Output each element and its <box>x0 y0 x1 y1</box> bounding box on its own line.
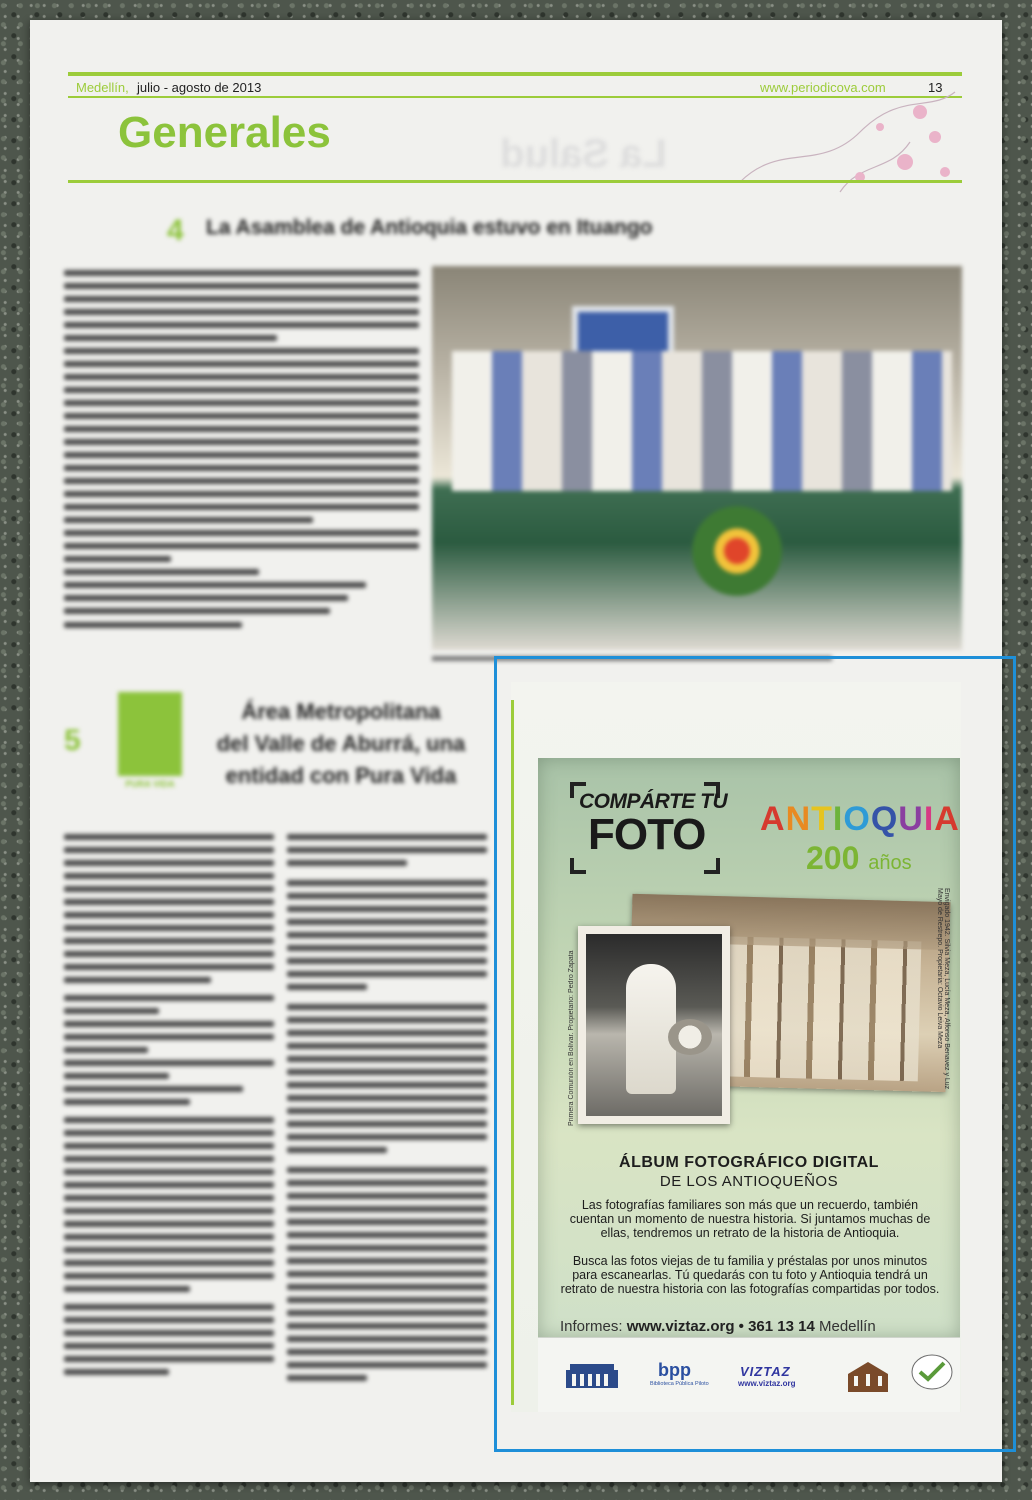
header-url: www.periodicova.com <box>760 80 886 95</box>
ad-paragraph-2: Busca las fotos viejas de tu familia y préstalas por unos minutos para escanearlas. Tú quedarás con tu foto y Antioquia tendrá un retrato de nuestra historia con las fotografías compartidas por todos. <box>560 1254 940 1296</box>
sponsor-viztaz-text: VIZTAZ <box>740 1364 791 1379</box>
album-title: ÁLBUM FOTOGRÁFICO DIGITAL <box>619 1154 879 1171</box>
headline-line: del Valle de Aburrá, una <box>216 731 466 756</box>
header-city: Medellín, <box>76 80 129 95</box>
photo-credit-left: Primera Comunión en Bolívar. Propietario: Pedro Zapata <box>568 950 575 1126</box>
info-city: Medellín <box>819 1318 876 1335</box>
headline-line: Área Metropolitana <box>241 699 441 724</box>
article-body-text-2 <box>64 834 274 1382</box>
assembly-photo <box>432 266 962 650</box>
sponsor-viztaz-caption: www.viztaz.org <box>738 1379 796 1388</box>
header-date: julio - agosto de 2013 <box>137 80 262 95</box>
anniversary-number: 200 <box>806 840 860 876</box>
ad-title-line1: COMPÁRTE TU <box>579 790 728 813</box>
article-headline: La Asamblea de Antioquia estuvo en Ituango <box>206 216 653 239</box>
page-number: 13 <box>928 80 943 95</box>
headline-line: entidad con Pura Vida <box>225 763 457 788</box>
bleed-through-text: La Salud <box>500 132 667 176</box>
sponsor-bpp-caption: Biblioteca Pública Piloto <box>650 1381 709 1387</box>
anniversary-word: años <box>868 852 912 874</box>
ad-title-line2: FOTO <box>588 810 706 859</box>
pura-vida-logo <box>118 692 182 776</box>
sponsor-bpp-text: bpp <box>658 1360 691 1380</box>
info-label: Informes: <box>560 1318 623 1335</box>
article-number-2: 5 <box>64 724 81 757</box>
antioquia-logo-text: ANTIOQUIA <box>760 800 960 838</box>
highlight-box <box>494 656 1016 1452</box>
article-body-text <box>64 270 419 635</box>
header-rule <box>68 72 962 76</box>
article-number: 4 <box>167 214 184 247</box>
article-body-text-3 <box>287 834 487 1388</box>
section-title: Generales <box>118 108 331 157</box>
info-phone: • 361 13 14 <box>738 1318 815 1335</box>
pura-vida-logo-text: PURA VIDA <box>125 779 175 789</box>
album-subtitle: DE LOS ANTIOQUEÑOS <box>659 1173 839 1190</box>
section-rule <box>68 180 962 183</box>
info-website: www.viztaz.org <box>626 1318 735 1335</box>
ad-paragraph-1: Las fotografías familiares son más que un recuerdo, también cuentan un momento de nuestra historia. Si juntamos muchas de ellas, tendremos un retrato de la historia de Antioquia. <box>569 1198 931 1240</box>
floral-decoration-icon <box>720 82 960 202</box>
article-headline-2 <box>196 696 486 792</box>
photo-credit-right: Envigado 1942. Silvia Meza, Lucía Meza, Alfonso Benavez y Luz Mayo de Restrepo. Propietaria: Octavio Leiva Meza <box>936 888 950 1090</box>
